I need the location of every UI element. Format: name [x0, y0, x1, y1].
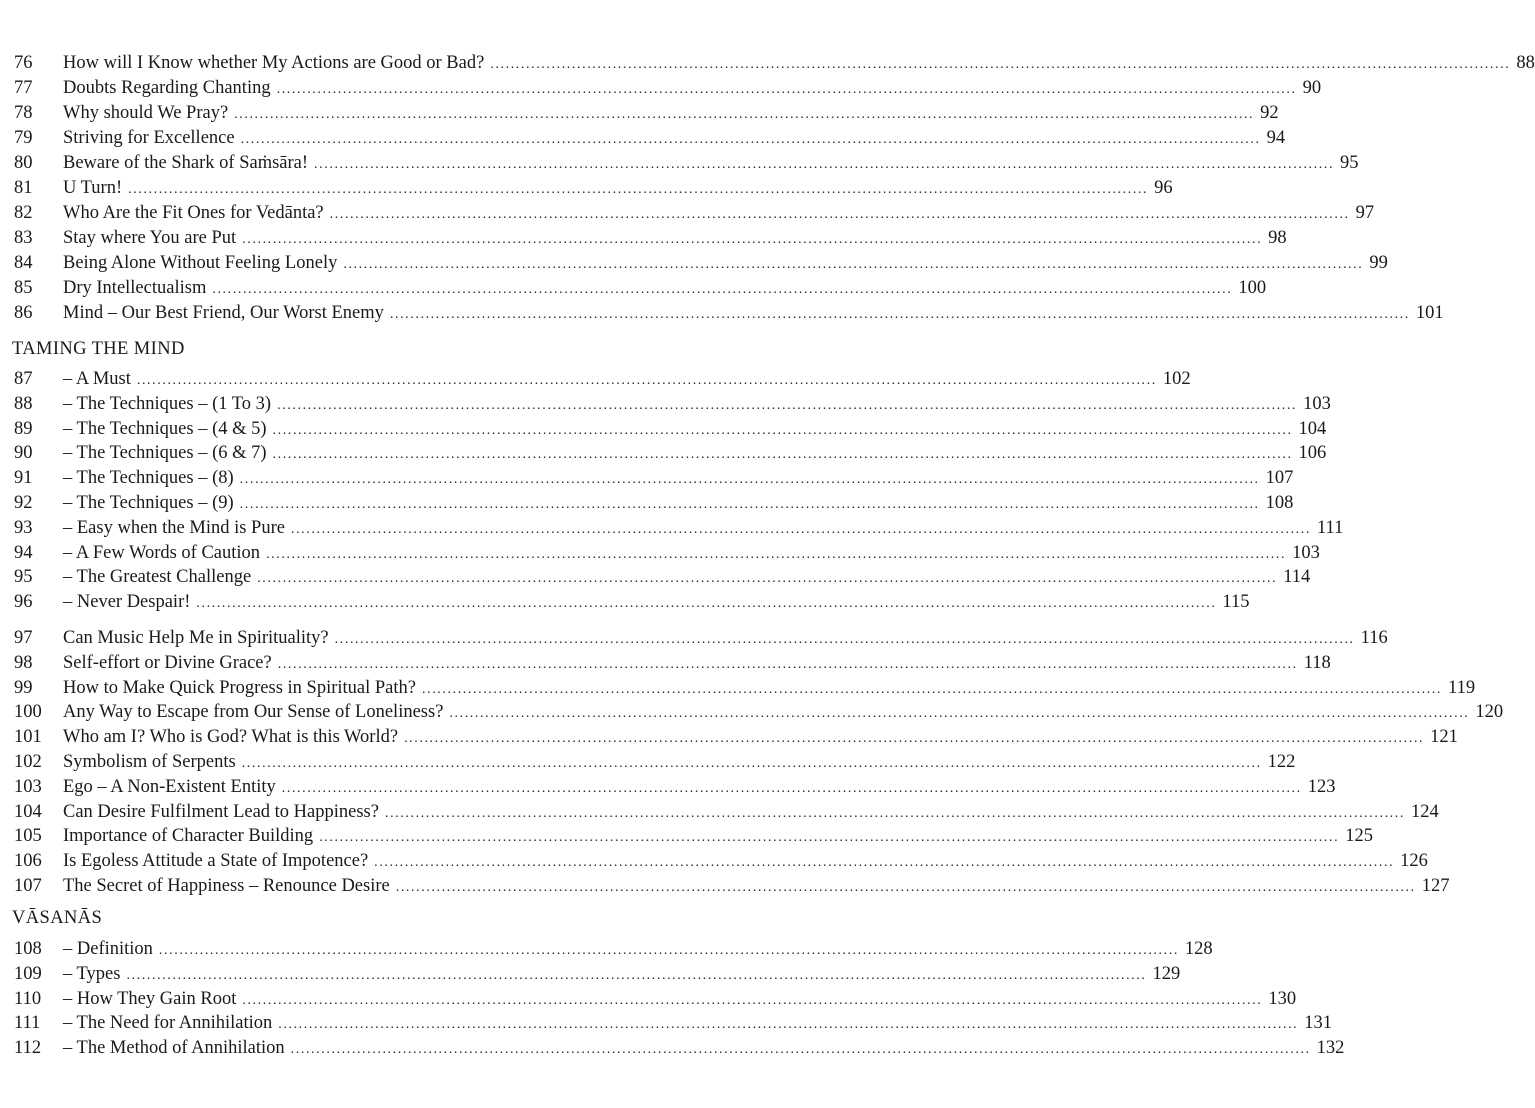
toc-entry: [63, 301, 1444, 327]
toc-entry: [63, 251, 1388, 277]
toc-entry-title: Can Desire Fulfilment Lead to Happiness?: [63, 801, 379, 822]
toc-entry: [63, 441, 1327, 467]
toc-row: [0, 491, 1294, 515]
dot-leader: ........................................................................................................................................................................................................: [277, 397, 1298, 413]
dot-leader: ........................................................................................................................................................................................................: [276, 82, 1297, 97]
toc-entry-title: – The Techniques – (4 & 5): [63, 418, 267, 439]
toc-row: [0, 201, 1375, 225]
toc-entry-page: 106: [1298, 443, 1327, 464]
toc-row: [0, 700, 1504, 724]
toc-entry-page: 120: [1475, 702, 1504, 723]
toc-entry-title: Beware of the Shark of Saṁsāra!: [63, 153, 309, 173]
toc-entry-number: 76: [14, 53, 33, 73]
toc-row: [0, 466, 1294, 490]
toc-entry: [63, 417, 1327, 443]
toc-row: [0, 824, 1373, 848]
toc-entry: [63, 101, 1279, 127]
toc-entry: [63, 962, 1181, 988]
toc-entry-page: 111: [1316, 517, 1344, 538]
dot-leader: ........................................................................................................................................................................................................: [314, 157, 1335, 172]
toc-row: [0, 126, 1286, 150]
toc-entry-title: Who Are the Fit Ones for Vedānta?: [63, 203, 324, 223]
toc-entry-title: – The Techniques – (6 & 7): [63, 443, 267, 464]
toc-entry-page: 98: [1268, 228, 1287, 248]
toc-entry-number: 88: [14, 393, 33, 414]
dot-leader: ........................................................................................................................................................................................................: [234, 107, 1255, 122]
section-heading-taming-the-mind: TAMING THE MIND: [12, 339, 185, 359]
toc-entry-title: – How They Gain Root: [63, 988, 237, 1009]
toc-entry: [63, 126, 1286, 152]
toc-entry: [63, 590, 1250, 616]
toc-entry-page: 131: [1304, 1013, 1333, 1034]
dot-leader: ........................................................................................................................................................................................................: [266, 546, 1287, 562]
toc-entry-number: 106: [14, 851, 42, 872]
toc-entry: [63, 725, 1458, 751]
toc-entry-page: 103: [1303, 393, 1331, 414]
toc-entry-page: 129: [1152, 963, 1181, 984]
toc-entry-number: 108: [14, 939, 42, 959]
toc-row: [0, 775, 1336, 799]
toc-entry-number: 84: [14, 253, 33, 273]
toc-entry-page: 101: [1415, 303, 1444, 323]
toc-row: [0, 251, 1388, 275]
toc-entry-page: 102: [1162, 369, 1191, 389]
toc-row: [0, 392, 1331, 416]
toc-entry: [63, 276, 1267, 302]
toc-entry-title: Being Alone Without Feeling Lonely: [63, 253, 338, 273]
toc-entry-page: 94: [1266, 128, 1286, 148]
toc-entry: [63, 700, 1504, 726]
section-heading-vasanas: VĀSANĀS: [12, 908, 103, 928]
toc-entry: [63, 541, 1320, 567]
dot-leader: ........................................................................................................................................................................................................: [404, 731, 1425, 747]
toc-entry-page: 90: [1302, 78, 1322, 98]
toc-entry-title: Striving for Excellence: [63, 128, 235, 148]
dot-leader: ........................................................................................................................................................................................................: [449, 706, 1470, 722]
dot-leader: ........................................................................................................................................................................................................: [281, 780, 1302, 796]
toc-row: [0, 651, 1331, 675]
toc-entry-page: 118: [1303, 652, 1331, 673]
dot-leader: ........................................................................................................................................................................................................: [290, 1042, 1311, 1058]
toc-entry-page: 119: [1448, 677, 1476, 698]
toc-entry-title: – The Greatest Challenge: [63, 567, 252, 588]
toc-row: [0, 626, 1388, 650]
toc-row: [0, 800, 1439, 824]
toc-entry-number: 97: [14, 628, 33, 648]
toc-entry-page: 104: [1298, 418, 1327, 439]
dot-leader: ........................................................................................................................................................................................................: [128, 182, 1149, 197]
dot-leader: ........................................................................................................................................................................................................: [196, 596, 1217, 612]
toc-entry-number: 94: [14, 542, 33, 563]
toc-row: [0, 565, 1311, 589]
dot-leader: ........................................................................................................................................................................................................: [329, 207, 1350, 222]
dot-leader: ........................................................................................................................................................................................................: [240, 132, 1261, 147]
toc-entry-page: 124: [1410, 801, 1439, 822]
dot-leader: ........................................................................................................................................................................................................: [490, 57, 1511, 72]
toc-entry-title: Is Egoless Attitude a State of Impotence?: [63, 851, 369, 872]
toc-entry-title: Symbolism of Serpents: [63, 752, 236, 772]
toc-entry: [63, 775, 1336, 801]
toc-entry-number: 111: [14, 1013, 41, 1034]
toc-row: [0, 541, 1320, 565]
dot-leader: ........................................................................................................................................................................................................: [277, 656, 1298, 672]
toc-row: [0, 76, 1322, 100]
toc-entry-title: – The Method of Annihilation: [63, 1038, 285, 1059]
toc-row: [0, 417, 1327, 441]
dot-leader: ........................................................................................................................................................................................................: [374, 855, 1395, 871]
toc-entry-number: 105: [14, 826, 42, 847]
toc-entry: [63, 676, 1476, 702]
toc-entry: [63, 626, 1388, 652]
toc-entry-number: 107: [14, 876, 42, 896]
toc-row: [0, 987, 1297, 1011]
toc-row: [0, 301, 1444, 325]
toc-entry-page: 100: [1238, 278, 1267, 298]
toc-entry-number: 102: [14, 752, 42, 772]
toc-entry-title: – Never Despair!: [63, 592, 191, 613]
toc-entry-number: 101: [14, 727, 42, 748]
dot-leader: ........................................................................................................................................................................................................: [290, 521, 1311, 537]
toc-entry-page: 116: [1360, 628, 1388, 648]
toc-row: [0, 725, 1458, 749]
toc-entry-title: U Turn!: [63, 178, 123, 198]
toc-entry-title: Doubts Regarding Chanting: [63, 78, 271, 98]
toc-entry-title: How will I Know whether My Actions are Good or Bad?: [63, 53, 485, 73]
dot-leader: ........................................................................................................................................................................................................: [319, 830, 1340, 846]
toc-entry-page: 95: [1340, 153, 1359, 173]
toc-entry: [63, 750, 1296, 776]
dot-leader: ........................................................................................................................................................................................................: [343, 257, 1364, 272]
toc-entry: [63, 367, 1191, 393]
toc-entry: [63, 466, 1294, 492]
toc-entry-page: 128: [1184, 939, 1213, 959]
toc-entry-number: 110: [14, 988, 42, 1009]
toc-entry-title: – The Techniques – (8): [63, 468, 234, 489]
toc-entry: [63, 874, 1450, 900]
toc-row: [0, 226, 1287, 250]
toc-entry-number: 92: [14, 493, 33, 513]
dot-leader: ........................................................................................................................................................................................................: [239, 472, 1260, 488]
toc-entry-number: 82: [14, 203, 33, 223]
toc-entry-page: 97: [1355, 203, 1375, 223]
toc-entry-page: 115: [1222, 592, 1250, 613]
toc-entry: [63, 226, 1287, 252]
toc-entry-page: 122: [1267, 752, 1296, 772]
dot-leader: ........................................................................................................................................................................................................: [334, 632, 1355, 647]
toc-entry-number: 90: [14, 443, 33, 464]
toc-entry-title: – Types: [63, 963, 121, 984]
toc-row: [0, 937, 1213, 961]
toc-entry-number: 81: [14, 178, 33, 198]
toc-entry: [63, 651, 1331, 677]
dot-leader: ........................................................................................................................................................................................................: [395, 880, 1416, 895]
dot-leader: ........................................................................................................................................................................................................: [384, 805, 1405, 821]
toc-entry-page: 126: [1400, 851, 1428, 872]
toc-entry: [63, 151, 1359, 177]
toc-entry-number: 98: [14, 652, 33, 673]
toc-entry-number: 109: [14, 963, 42, 984]
toc-entry-title: – A Must: [63, 369, 131, 389]
toc-row: [0, 1036, 1345, 1060]
toc-entry-title: Dry Intellectualism: [63, 278, 207, 298]
toc-row: [0, 367, 1191, 391]
dot-leader: ........................................................................................................................................................................................................: [389, 307, 1410, 322]
dot-leader: ........................................................................................................................................................................................................: [257, 571, 1278, 587]
toc-entry-title: Stay where You are Put: [63, 228, 237, 248]
toc-entry: [63, 76, 1322, 102]
dot-leader: ........................................................................................................................................................................................................: [241, 756, 1262, 771]
toc-row: [0, 962, 1181, 986]
toc-entry: [63, 1011, 1333, 1037]
toc-entry-number: 96: [14, 592, 33, 613]
toc-entry-page: 127: [1421, 876, 1450, 896]
toc-entry-title: Why should We Pray?: [63, 103, 229, 123]
toc-entry: [63, 392, 1331, 418]
toc-entry-page: 125: [1345, 826, 1373, 847]
toc-entry-number: 80: [14, 153, 33, 173]
toc-entry-title: Any Way to Escape from Our Sense of Loneliness?: [63, 702, 444, 723]
toc-entry-title: How to Make Quick Progress in Spiritual Path?: [63, 677, 416, 698]
toc-row: [0, 1011, 1333, 1035]
toc-entry-number: 104: [14, 801, 42, 822]
toc-entry-page: 107: [1265, 468, 1294, 489]
toc-entry-number: 93: [14, 517, 33, 538]
dot-leader: ........................................................................................................................................................................................................: [242, 232, 1263, 247]
toc-entry-page: 123: [1307, 776, 1336, 797]
toc-entry-number: 79: [14, 128, 33, 148]
toc-entry-title: Can Music Help Me in Spirituality?: [63, 628, 329, 648]
toc-entry-page: 121: [1430, 727, 1458, 748]
dot-leader: ........................................................................................................................................................................................................: [278, 1017, 1299, 1033]
toc-entry-number: 89: [14, 418, 33, 439]
toc-entry-title: The Secret of Happiness – Renounce Desire: [63, 876, 390, 896]
toc-entry: [63, 824, 1373, 850]
dot-leader: ........................................................................................................................................................................................................: [239, 497, 1260, 512]
toc-row: [0, 750, 1296, 774]
toc-entry-title: Who am I? Who is God? What is this World?: [63, 727, 399, 748]
toc-entry: [63, 800, 1439, 826]
toc-entry-number: 86: [14, 303, 33, 323]
toc-entry: [63, 176, 1173, 202]
dot-leader: ........................................................................................................................................................................................................: [272, 422, 1293, 438]
toc-entry: [63, 849, 1428, 875]
toc-entry-number: 91: [14, 468, 33, 489]
toc-entry-number: 100: [14, 702, 42, 723]
toc-entry-title: Ego – A Non-Existent Entity: [63, 776, 276, 797]
toc-entry-page: 88: [1516, 53, 1535, 73]
toc-row: [0, 874, 1450, 898]
toc-entry-number: 78: [14, 103, 33, 123]
toc-row: [0, 516, 1344, 540]
toc-entry-number: 87: [14, 369, 33, 389]
toc-entry-page: 103: [1292, 542, 1320, 563]
toc-entry-title: – The Techniques – (1 To 3): [63, 393, 272, 414]
toc-entry: [63, 987, 1297, 1013]
toc-entry-page: 99: [1369, 253, 1388, 273]
dot-leader: ........................................................................................................................................................................................................: [126, 967, 1147, 983]
toc-entry-title: – The Techniques – (9): [63, 493, 234, 513]
toc-entry-title: – A Few Words of Caution: [63, 542, 261, 563]
toc-entry: [63, 937, 1213, 963]
toc-row: [0, 849, 1428, 873]
toc-entry: [63, 1036, 1345, 1062]
toc-entry: [63, 51, 1535, 77]
toc-row: [0, 441, 1327, 465]
toc-entry-number: 95: [14, 567, 33, 588]
toc-row: [0, 590, 1250, 614]
toc-entry-page: 130: [1268, 988, 1297, 1009]
toc-entry-number: 85: [14, 278, 33, 298]
toc-row: [0, 151, 1359, 175]
toc-entry-number: 103: [14, 776, 42, 797]
toc-entry-number: 99: [14, 677, 33, 698]
toc-entry: [63, 565, 1311, 591]
dot-leader: ........................................................................................................................................................................................................: [212, 282, 1233, 297]
toc-entry-title: Importance of Character Building: [63, 826, 314, 847]
toc-entry: [63, 491, 1294, 517]
dot-leader: ........................................................................................................................................................................................................: [136, 373, 1157, 388]
toc-entry: [63, 516, 1344, 542]
dot-leader: ........................................................................................................................................................................................................: [272, 447, 1293, 463]
toc-entry-title: – Definition: [63, 939, 153, 959]
toc-entry-page: 96: [1154, 178, 1173, 198]
toc-entry-page: 92: [1260, 103, 1279, 123]
toc-row: [0, 51, 1535, 75]
dot-leader: ........................................................................................................................................................................................................: [422, 681, 1442, 697]
toc-row: [0, 676, 1476, 700]
toc-entry-page: 132: [1316, 1038, 1345, 1059]
dot-leader: ........................................................................................................................................................................................................: [158, 943, 1179, 958]
toc-row: [0, 276, 1267, 300]
toc-entry-number: 83: [14, 228, 33, 248]
toc-entry-title: Mind – Our Best Friend, Our Worst Enemy: [63, 303, 384, 323]
toc-entry-number: 112: [14, 1038, 42, 1059]
toc-entry-page: 108: [1265, 493, 1294, 513]
dot-leader: ........................................................................................................................................................................................................: [242, 992, 1263, 1008]
toc-entry-title: Self-effort or Divine Grace?: [63, 652, 272, 673]
toc-entry-title: – The Need for Annihilation: [63, 1013, 273, 1034]
toc-entry-page: 114: [1283, 567, 1311, 588]
toc-entry: [63, 201, 1375, 227]
toc-entry-number: 77: [14, 78, 33, 98]
toc-entry-title: – Easy when the Mind is Pure: [63, 517, 285, 538]
toc-row: [0, 101, 1279, 125]
toc-row: [0, 176, 1173, 200]
